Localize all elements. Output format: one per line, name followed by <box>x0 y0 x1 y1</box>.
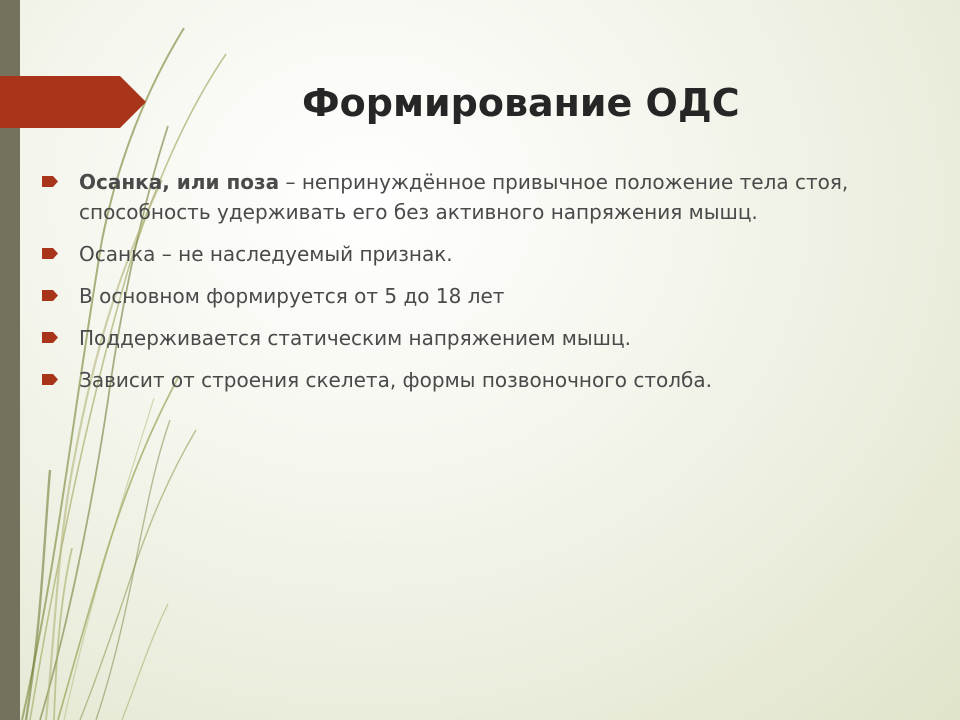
bullet-item <box>42 239 942 269</box>
right-flag-icon <box>42 374 58 385</box>
bullet-text <box>79 368 712 392</box>
right-flag-icon <box>42 248 58 259</box>
right-flag-icon <box>42 332 58 343</box>
title-flag-icon <box>0 76 146 128</box>
bullet-list <box>42 167 942 407</box>
bullet-text <box>79 242 453 266</box>
bullet-body: В основном формируется от 5 до 18 лет <box>79 284 505 308</box>
bullet-item <box>42 365 942 395</box>
bullet-item <box>42 323 942 353</box>
slide-title: Формирование ОДС <box>302 81 740 125</box>
bullet-text <box>79 326 631 350</box>
bullet-body: – непринуждённое привычное положение тела стоя, способность удерживать его без активного напряжения мышц. <box>79 170 849 224</box>
bullet-text <box>79 170 848 224</box>
right-flag-icon <box>42 176 58 187</box>
bullet-item <box>42 281 942 311</box>
bullet-item <box>42 167 942 227</box>
bullet-bold-term: Осанка, или поза <box>79 170 280 194</box>
bullet-body: Зависит от строения скелета, формы позвоночного столба. <box>79 368 712 392</box>
bullet-body: Поддерживается статическим напряжением мышц. <box>79 326 631 350</box>
bullet-body: Осанка – не наследуемый признак. <box>79 242 453 266</box>
right-flag-icon <box>42 290 58 301</box>
bullet-text <box>79 284 504 308</box>
